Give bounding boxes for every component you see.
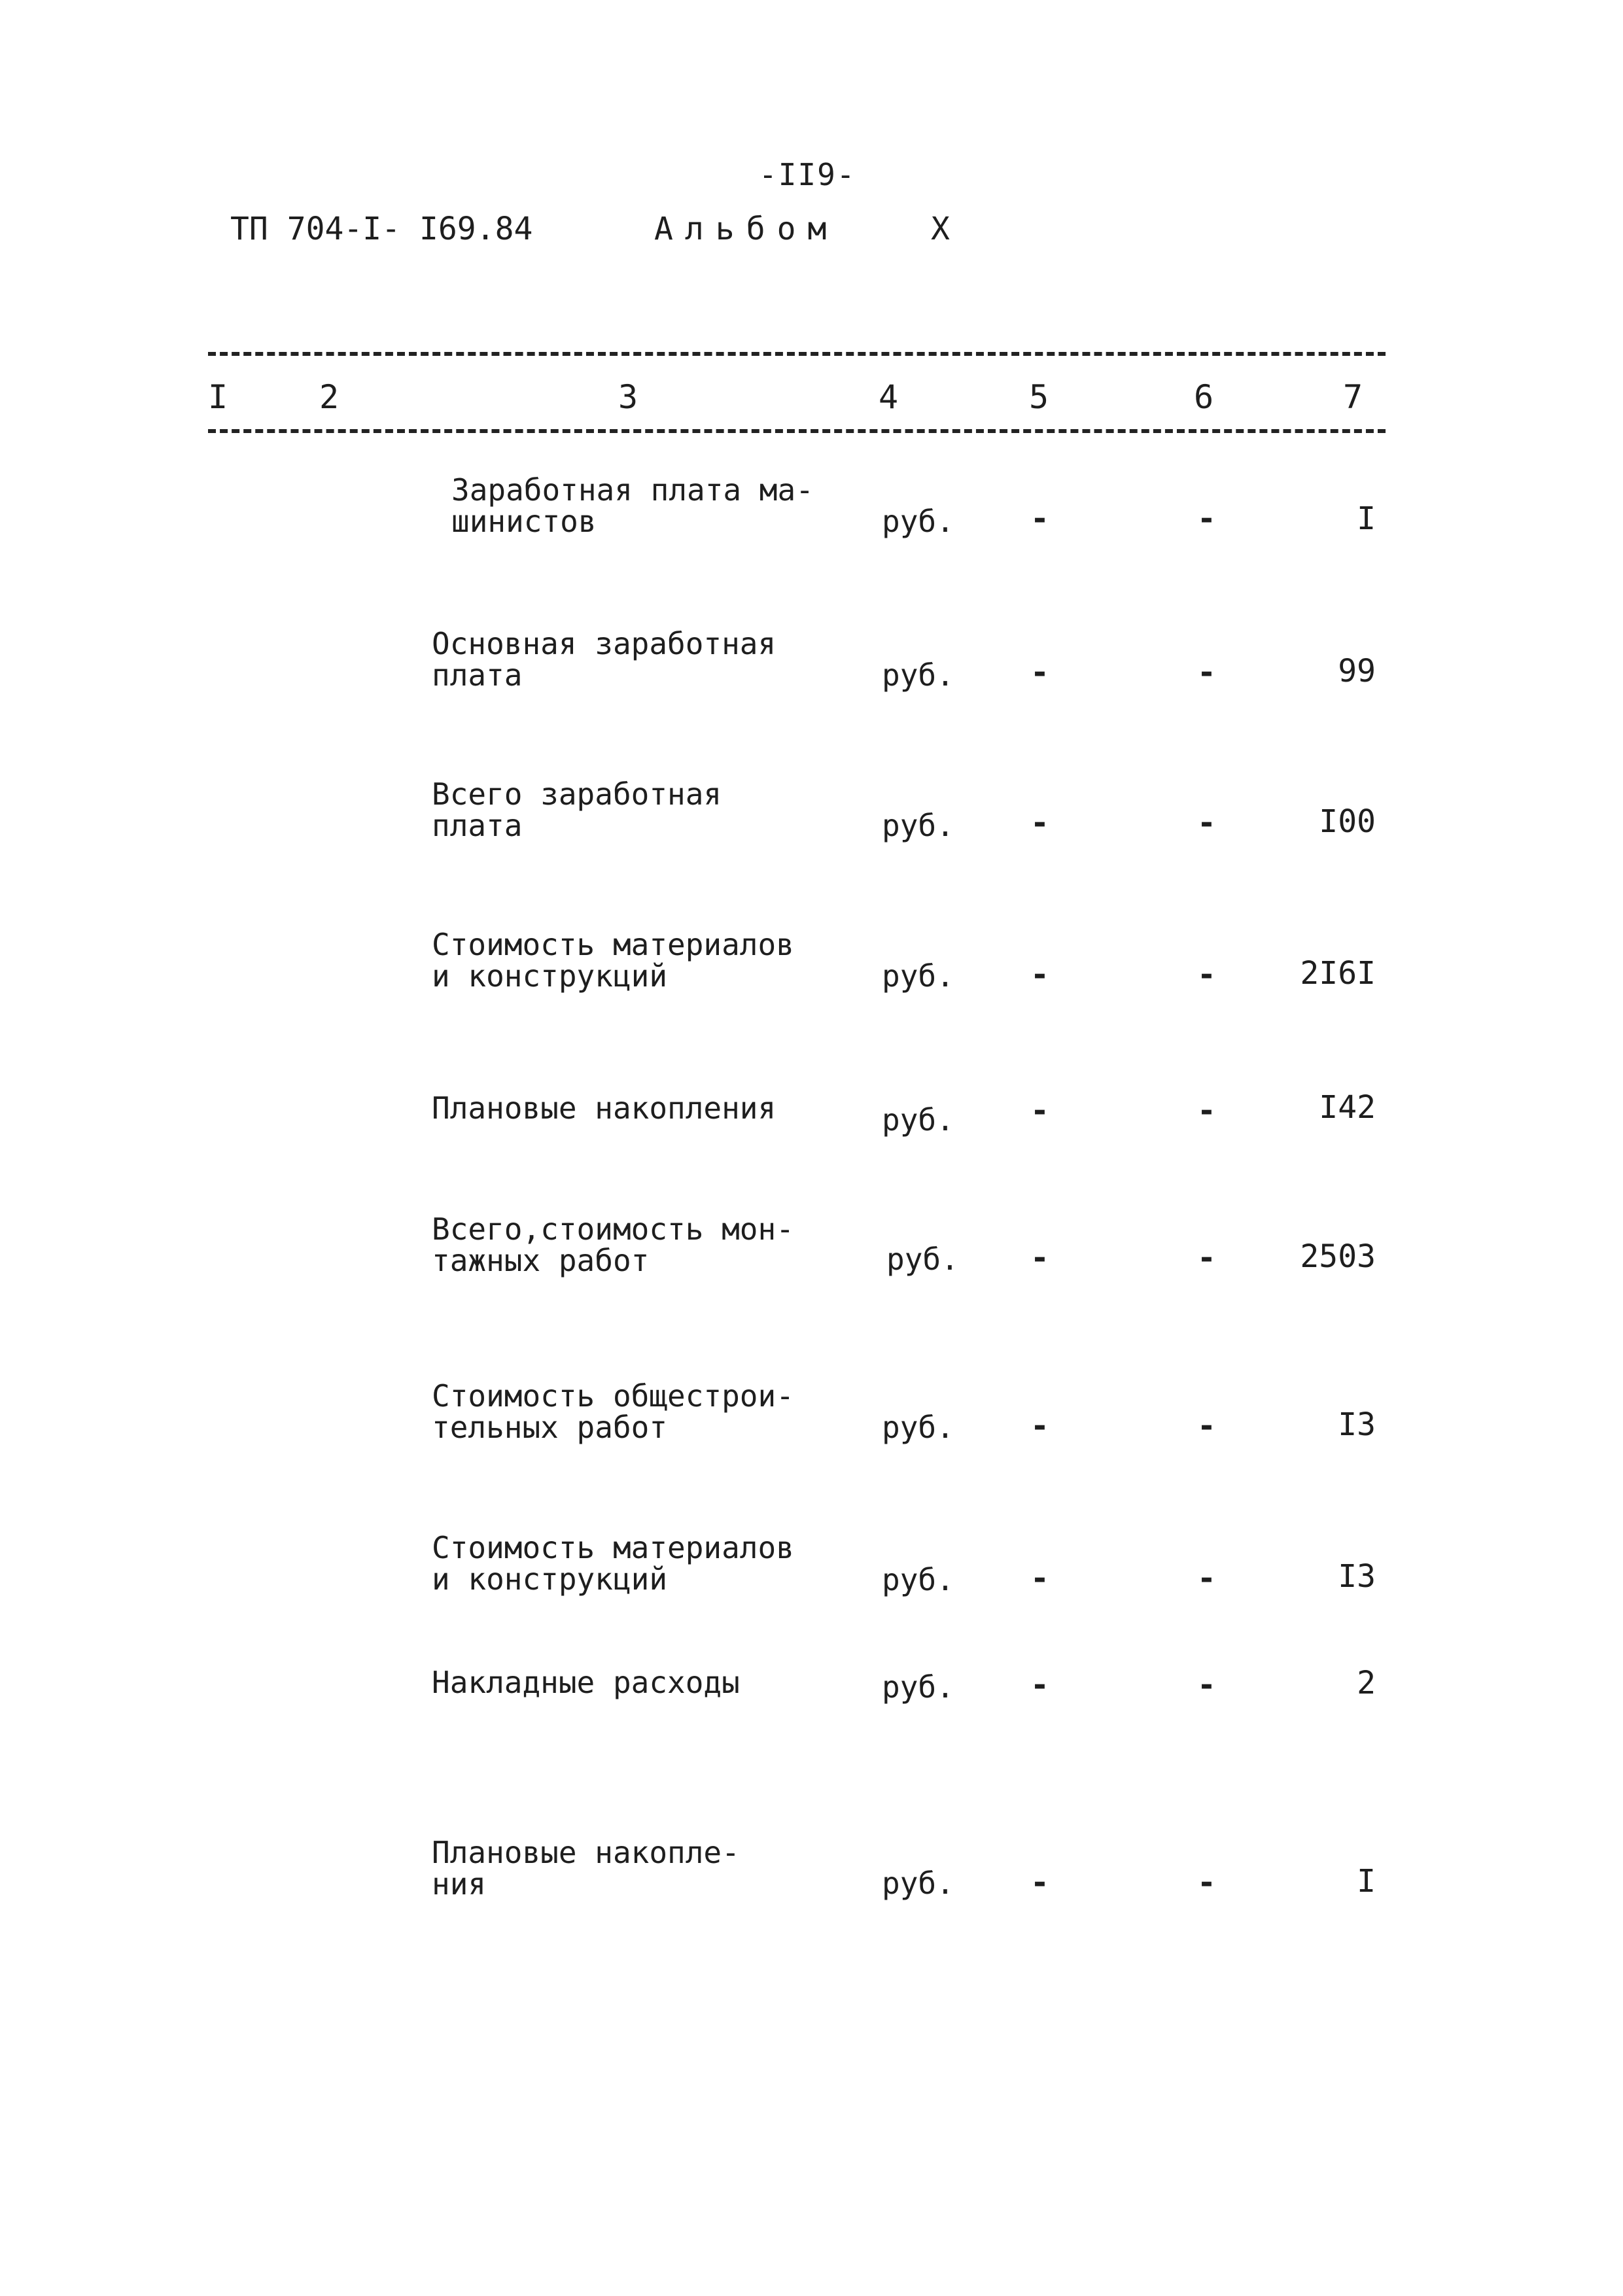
- table-rule-top: [208, 352, 1386, 356]
- row-unit: руб.: [882, 1866, 954, 1901]
- row-unit: руб.: [886, 1242, 959, 1277]
- row-label: Всего заработная плата: [432, 776, 722, 843]
- row-label: Стоимость общестрои- тельных работ: [432, 1378, 794, 1445]
- row-unit: руб.: [882, 1669, 954, 1705]
- row-label: Плановые накопления: [432, 1090, 777, 1126]
- column-header-4: 4: [879, 378, 899, 416]
- row-unit: руб.: [882, 504, 954, 539]
- row-unit: руб.: [882, 657, 954, 693]
- column-header-7: 7: [1343, 378, 1363, 416]
- row-unit: руб.: [882, 1562, 954, 1597]
- row-dash-col5: -: [1030, 1667, 1049, 1703]
- row-dash-col6: -: [1197, 1560, 1216, 1597]
- row-value: I3: [1338, 1406, 1376, 1443]
- album-label: Альбом: [654, 211, 839, 247]
- row-unit: руб.: [882, 808, 954, 843]
- album-volume: X: [931, 211, 950, 247]
- row-value: I00: [1319, 803, 1376, 840]
- row-dash-col6: -: [1197, 500, 1216, 537]
- row-label: Плановые накопле- ния: [432, 1835, 740, 1902]
- row-unit: руб.: [882, 1410, 954, 1445]
- row-dash-col5: -: [1030, 956, 1049, 993]
- row-dash-col6: -: [1197, 654, 1216, 691]
- row-dash-col6: -: [1197, 1864, 1216, 1901]
- row-dash-col6: -: [1197, 805, 1216, 841]
- row-dash-col6: -: [1197, 1408, 1216, 1444]
- row-dash-col5: -: [1030, 654, 1049, 691]
- row-dash-col5: -: [1030, 805, 1049, 841]
- row-dash-col5: -: [1030, 1560, 1049, 1597]
- row-value: 2I6I: [1300, 955, 1376, 992]
- column-header-5: 5: [1029, 378, 1049, 416]
- row-dash-col6: -: [1197, 1092, 1216, 1129]
- row-unit: руб.: [882, 1102, 954, 1138]
- row-label: Всего,стоимость мон- тажных работ: [432, 1211, 794, 1278]
- row-value: I: [1357, 1863, 1376, 1900]
- row-value: 2503: [1300, 1238, 1376, 1275]
- row-value: I42: [1319, 1089, 1376, 1126]
- column-header-6: 6: [1194, 378, 1214, 416]
- row-dash-col6: -: [1197, 956, 1216, 993]
- row-dash-col5: -: [1030, 1864, 1049, 1901]
- row-dash-col6: -: [1197, 1667, 1216, 1703]
- row-dash-col6: -: [1197, 1240, 1216, 1276]
- row-label: Стоимость материалов и конструкций: [432, 927, 794, 994]
- row-value: 2: [1357, 1665, 1376, 1701]
- row-label: Стоимость материалов и конструкций: [432, 1530, 794, 1597]
- row-unit: руб.: [882, 958, 954, 994]
- row-dash-col5: -: [1030, 1408, 1049, 1444]
- row-label: Накладные расходы: [432, 1665, 740, 1700]
- column-header-2: 2: [319, 378, 340, 416]
- row-dash-col5: -: [1030, 1092, 1049, 1129]
- column-header-1: I: [208, 378, 228, 416]
- row-dash-col5: -: [1030, 500, 1049, 537]
- row-value: I3: [1338, 1558, 1376, 1595]
- table-rule-bottom: [208, 429, 1386, 433]
- row-value: 99: [1338, 653, 1376, 689]
- row-dash-col5: -: [1030, 1240, 1049, 1276]
- row-label: Основная заработная плата: [432, 626, 777, 693]
- page-number: -II9-: [759, 157, 856, 192]
- column-header-3: 3: [618, 378, 638, 416]
- document-code: ТП 704-I- I69.84: [230, 211, 533, 247]
- row-value: I: [1357, 500, 1376, 537]
- row-label: Заработная плата ма- шинистов: [451, 472, 814, 539]
